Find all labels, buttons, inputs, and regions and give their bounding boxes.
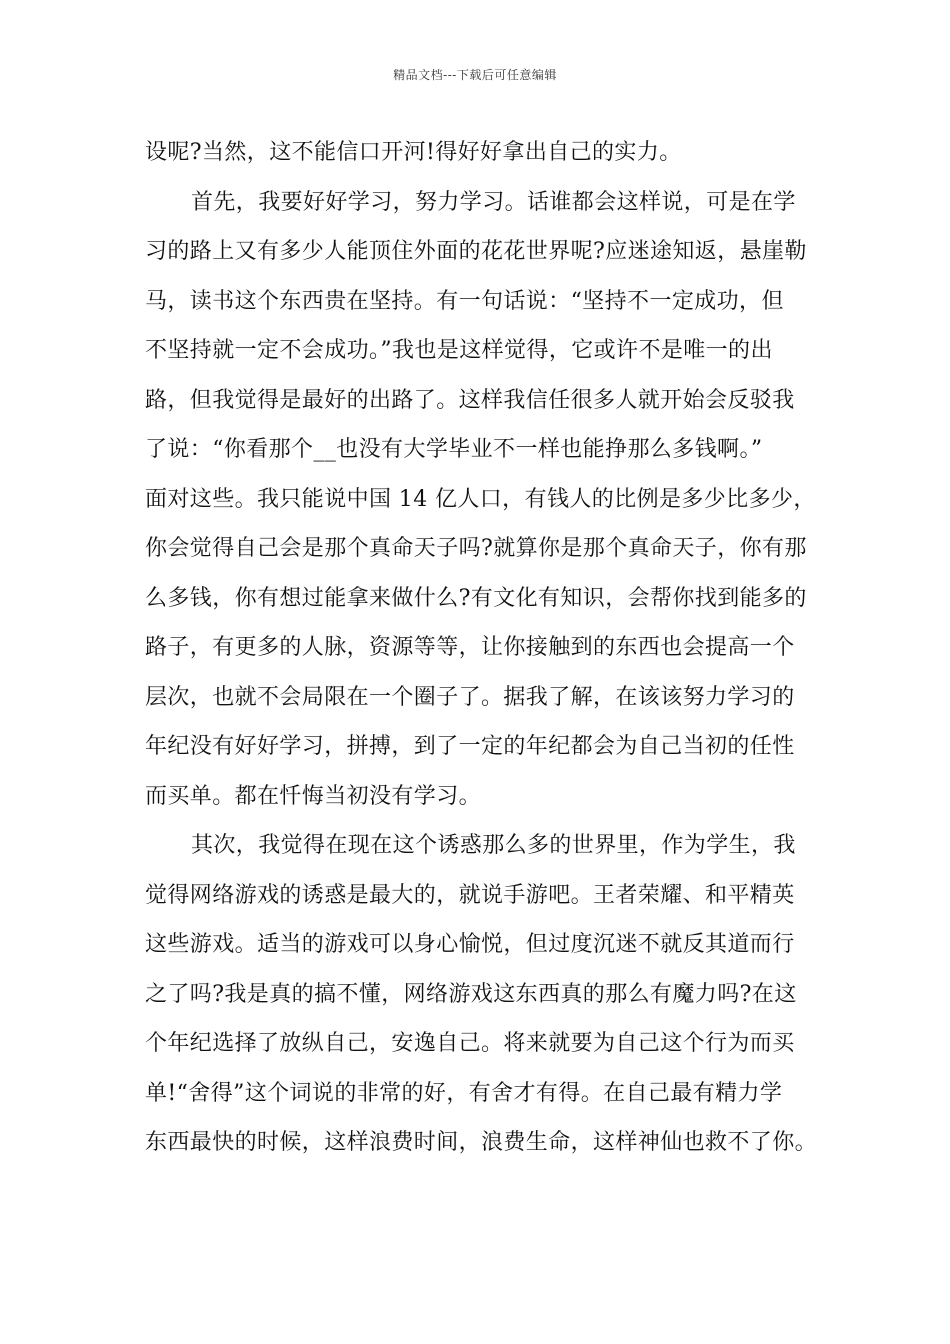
text-line: 之了吗?我是真的搞不懂，网络游戏这东西真的那么有魔力吗?在这	[145, 981, 797, 1007]
text-line: 而买单。都在忏悔当初没有学习。	[145, 783, 482, 809]
text-line: 路，但我觉得是最好的出路了。这样我信任很多人就开始会反驳我	[145, 387, 795, 413]
text-line: 么多钱，你有想过能拿来做什么?有文化有知识，会帮你找到能多的	[145, 585, 807, 611]
text-line: 设呢?当然，这不能信口开河!得好好拿出自己的实力。	[145, 140, 682, 165]
text-line: 个年纪选择了放纵自己，安逸自己。将来就要为自己这个行为而买	[145, 1031, 795, 1056]
text-line: 觉得网络游戏的诱惑是最大的，就说手游吧。王者荣耀、和平精英	[145, 882, 795, 908]
text-line: 面对这些。我只能说中国 14 亿人口，有钱人的比例是多少比多少，	[145, 486, 816, 512]
text-line: 首先，我要好好学习，努力学习。话谁都会这样说，可是在学	[191, 189, 796, 215]
text-line: 单!“舍得”这个词说的非常的好，有舍才有得。在自己最有精力学	[145, 1080, 783, 1106]
document-body	[145, 128, 821, 1168]
text-line: 马，读书这个东西贵在坚持。有一句话说：“坚持不一定成功，但	[145, 288, 784, 314]
text-line: 路子，有更多的人脉，资源等等，让你接触到的东西也会提高一个	[145, 635, 795, 660]
text-line: 年纪没有好好学习，拼搏，到了一定的年纪都会为自己当初的任性	[145, 734, 795, 759]
text-line: 其次，我觉得在现在这个诱惑那么多的世界里，作为学生，我	[191, 833, 796, 858]
text-line: 你会觉得自己会是那个真命天子吗?就算你是那个真命天子，你有那	[145, 536, 807, 561]
text-line: 层次，也就不会局限在一个圈子了。据我了解，在该该努力学习的	[145, 684, 795, 710]
text-line: 不坚持就一定不会成功。”我也是这样觉得，它或许不是唯一的出	[145, 338, 773, 363]
text-line: 这些游戏。适当的游戏可以身心愉悦，但过度沉迷不就反其道而行	[145, 932, 795, 957]
text-line: 东西最快的时候，这样浪费时间，浪费生命，这样神仙也救不了你。	[145, 1130, 818, 1155]
page-header: 精品文档---下载后可任意编辑	[393, 68, 557, 82]
text-line: 习的路上又有多少人能顶住外面的花花世界呢?应迷途知返，悬崖勒	[145, 239, 807, 264]
text-line: 了说：“你看那个__也没有大学毕业不一样也能挣那么多钱啊。”	[145, 437, 763, 462]
